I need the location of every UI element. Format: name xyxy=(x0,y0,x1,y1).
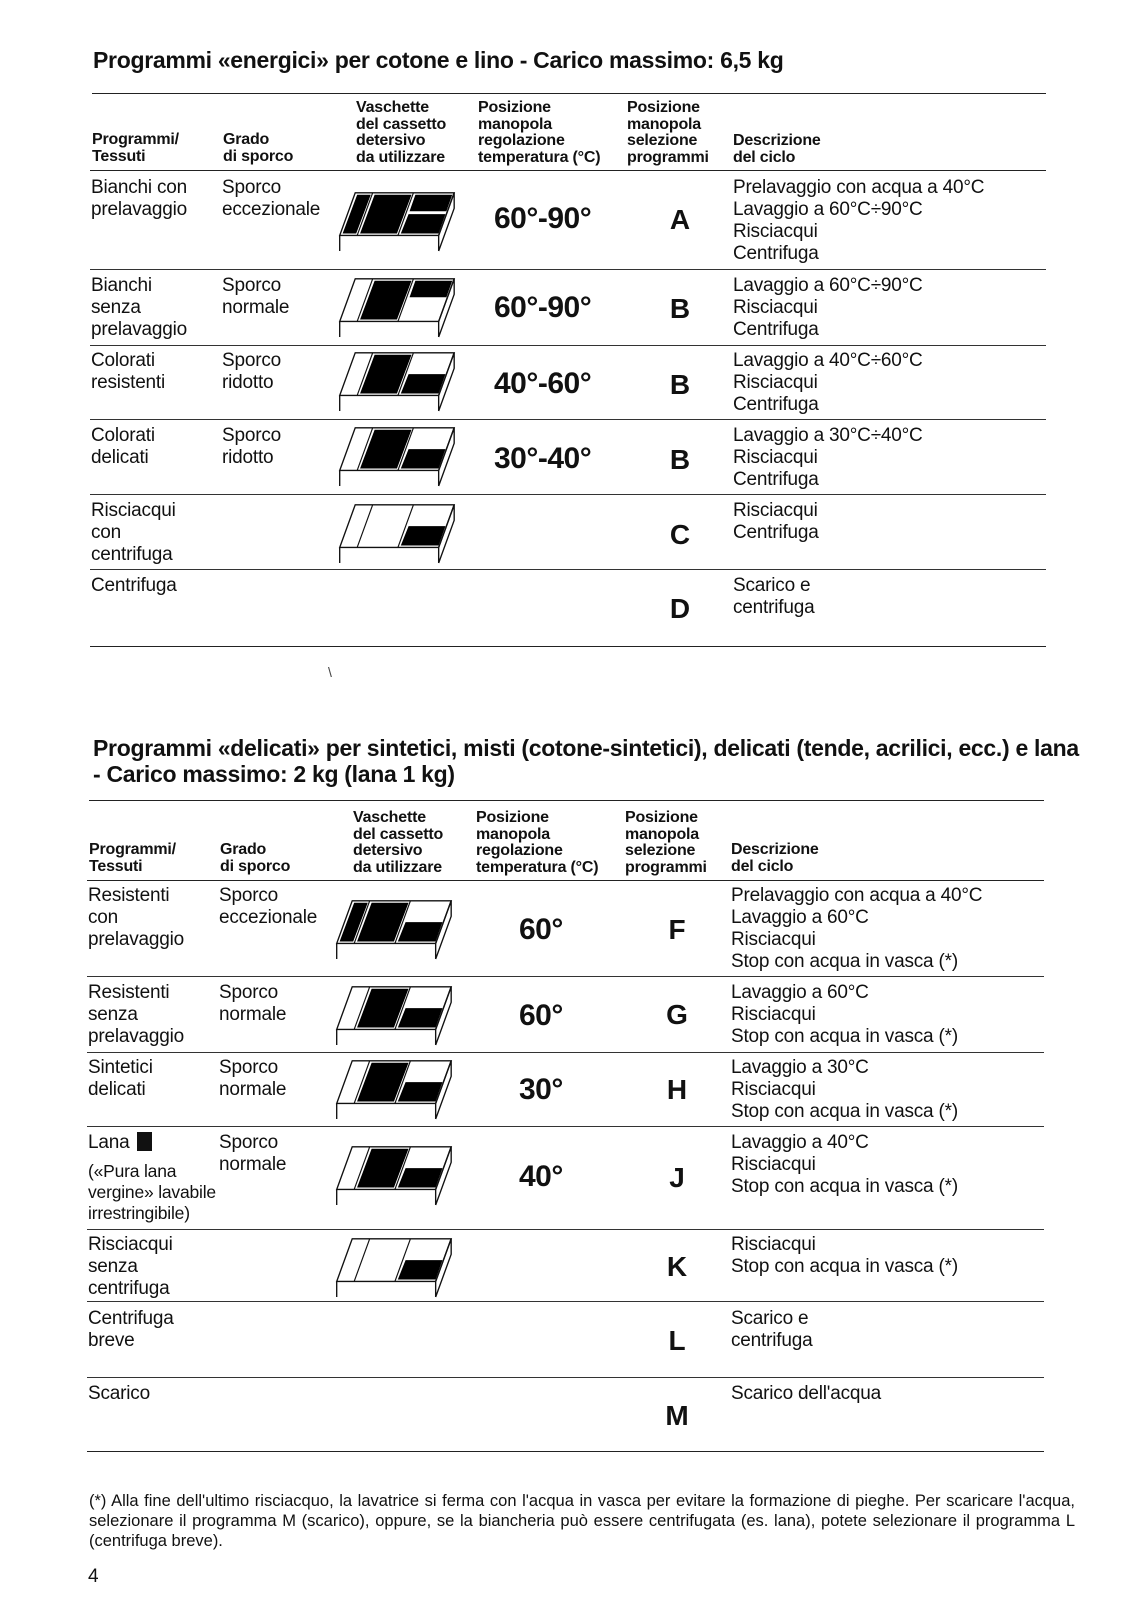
program-name: Sintetici delicati xyxy=(88,1057,153,1100)
program-code: M xyxy=(665,1400,689,1431)
section1-bottom-rule xyxy=(90,646,1046,647)
soil-level: Sporco ridotto xyxy=(222,350,282,393)
row-divider xyxy=(90,494,1046,495)
cycle-description: Risciacqui Centrifuga xyxy=(733,500,819,543)
program-code: G xyxy=(666,999,688,1030)
header-vaschette: Vaschette del cassetto detersivo da utilizzare xyxy=(356,99,447,166)
row-divider xyxy=(90,569,1046,570)
temperature-value: 60°-90° xyxy=(494,202,592,235)
soil-level: Sporco normale xyxy=(219,1057,287,1100)
soil-level: Sporco normale xyxy=(219,982,287,1025)
program-name xyxy=(88,1132,152,1154)
program-code: B xyxy=(669,293,691,324)
detergent-drawer-icon xyxy=(330,268,460,340)
detergent-drawer-icon xyxy=(330,182,460,254)
header-selezione: Posizione manopola selezione programmi xyxy=(625,809,707,876)
temperature-value: 30° xyxy=(519,1073,563,1106)
detergent-drawer-icon xyxy=(327,976,457,1048)
detergent-drawer-icon xyxy=(327,1050,457,1122)
detergent-drawer-icon xyxy=(327,890,457,962)
row-divider xyxy=(87,976,1044,977)
program-code: B xyxy=(669,444,691,475)
temperature-value: 60° xyxy=(519,999,563,1032)
program-name: Risciacqui senza centrifuga xyxy=(88,1234,173,1299)
header-programmi: Programmi/ Tessuti xyxy=(89,841,176,875)
program-name: Resistenti senza prelavaggio xyxy=(88,982,185,1047)
program-code: A xyxy=(669,204,691,235)
cycle-description: Lavaggio a 30°C Risciacqui Stop con acqua in vasca (*) xyxy=(731,1057,958,1122)
header-descrizione: Descrizione del ciclo xyxy=(733,132,821,166)
program-code: K xyxy=(666,1251,688,1282)
header-selezione: Posizione manopola selezione programmi xyxy=(627,99,709,166)
cycle-description: Lavaggio a 40°C÷60°C Risciacqui Centrifuga xyxy=(733,350,923,415)
program-code: L xyxy=(668,1325,686,1356)
program-name: Colorati resistenti xyxy=(91,350,166,393)
soil-level: Sporco eccezionale xyxy=(219,885,318,928)
cycle-description: Scarico e centrifuga xyxy=(733,575,815,618)
scan-mark: \ xyxy=(328,664,332,680)
section2-title: Programmi «delicati» per sintetici, misti (cotone-sintetici), delicati (tende, acrilici, ecc.) e lana - Carico massimo: 2 kg (lana 1 kg) xyxy=(93,735,1079,787)
program-name: Scarico xyxy=(88,1383,150,1404)
row-divider xyxy=(90,419,1046,420)
program-name: Colorati delicati xyxy=(91,425,155,468)
program-name: Resistenti con prelavaggio xyxy=(88,885,185,950)
header-rule xyxy=(87,880,1044,881)
section1-title: Programmi «energici» per cotone e lino - Carico massimo: 6,5 kg xyxy=(93,47,784,73)
cycle-description: Prelavaggio con acqua a 40°C Lavaggio a 60°C Risciacqui Stop con acqua in vasca (*) xyxy=(731,885,983,972)
program-name: Bianchi senza prelavaggio xyxy=(91,275,188,340)
cycle-description: Lavaggio a 60°C Risciacqui Stop con acqua in vasca (*) xyxy=(731,982,958,1047)
program-code: H xyxy=(666,1074,688,1105)
program-code: B xyxy=(669,369,691,400)
section2-top-rule xyxy=(89,800,1044,801)
header-rule xyxy=(90,170,1046,171)
soil-level: Sporco eccezionale xyxy=(222,177,321,220)
program-name: Centrifuga xyxy=(91,575,177,596)
program-name-text: Lana xyxy=(88,1132,130,1153)
section1-top-rule xyxy=(92,93,1046,94)
header-programmi: Programmi/ Tessuti xyxy=(92,131,179,165)
row-divider xyxy=(87,1052,1044,1053)
footnote: (*) Alla fine dell'ultimo risciacquo, la lavatrice si ferma con l'acqua in vasca per evitare la formazione di pieghe. Per scaricare l'acqua, selezionare il programma M (scarico), oppure, se la biancheria può essere centrifugata (es. lana), potete selezionare il programma L (centrifuga breve). xyxy=(89,1492,1075,1550)
row-divider xyxy=(87,1301,1044,1302)
wool-mark-icon xyxy=(137,1132,152,1151)
detergent-drawer-icon xyxy=(330,417,460,489)
cycle-description: Risciacqui Stop con acqua in vasca (*) xyxy=(731,1234,958,1277)
row-divider xyxy=(90,269,1046,270)
header-grado: Grado di sporco xyxy=(220,841,291,875)
soil-level: Sporco ridotto xyxy=(222,425,282,468)
detergent-drawer-icon xyxy=(330,342,460,414)
cycle-description: Prelavaggio con acqua a 40°C Lavaggio a 60°C÷90°C Risciacqui Centrifuga xyxy=(733,177,985,264)
program-code: F xyxy=(668,914,686,945)
row-divider xyxy=(87,1377,1044,1378)
section2-bottom-rule xyxy=(87,1451,1044,1452)
cycle-description: Lavaggio a 40°C Risciacqui Stop con acqua in vasca (*) xyxy=(731,1132,958,1197)
program-code: J xyxy=(669,1162,685,1193)
program-note: («Pura lana vergine» lavabile irrestringibile) xyxy=(88,1161,216,1223)
header-grado: Grado di sporco xyxy=(223,131,294,165)
program-name: Bianchi con prelavaggio xyxy=(91,177,188,220)
detergent-drawer-icon xyxy=(327,1136,457,1208)
detergent-drawer-icon xyxy=(330,494,460,566)
soil-level: Sporco normale xyxy=(219,1132,287,1175)
cycle-description: Lavaggio a 30°C÷40°C Risciacqui Centrifuga xyxy=(733,425,923,490)
cycle-description: Scarico dell'acqua xyxy=(731,1383,882,1404)
temperature-value: 40°-60° xyxy=(494,367,592,400)
temperature-value: 60° xyxy=(519,913,563,946)
cycle-description: Scarico e centrifuga xyxy=(731,1308,813,1351)
program-name: Risciacqui con centrifuga xyxy=(91,500,176,565)
row-divider xyxy=(87,1229,1044,1230)
header-vaschette: Vaschette del cassetto detersivo da utilizzare xyxy=(353,809,444,876)
program-code: D xyxy=(669,593,691,624)
program-name: Centrifuga breve xyxy=(88,1308,174,1351)
temperature-value: 60°-90° xyxy=(494,291,592,324)
header-temperatura: Posizione manopola regolazione temperatura (°C) xyxy=(476,809,599,876)
cycle-description: Lavaggio a 60°C÷90°C Risciacqui Centrifuga xyxy=(733,275,923,340)
row-divider xyxy=(87,1126,1044,1127)
row-divider xyxy=(90,345,1046,346)
program-code: C xyxy=(669,519,691,550)
detergent-drawer-icon xyxy=(327,1228,457,1300)
temperature-value: 30°-40° xyxy=(494,442,592,475)
temperature-value: 40° xyxy=(519,1160,563,1193)
soil-level: Sporco normale xyxy=(222,275,290,318)
page-number: 4 xyxy=(88,1566,99,1587)
header-temperatura: Posizione manopola regolazione temperatura (°C) xyxy=(478,99,601,166)
header-descrizione: Descrizione del ciclo xyxy=(731,841,819,875)
